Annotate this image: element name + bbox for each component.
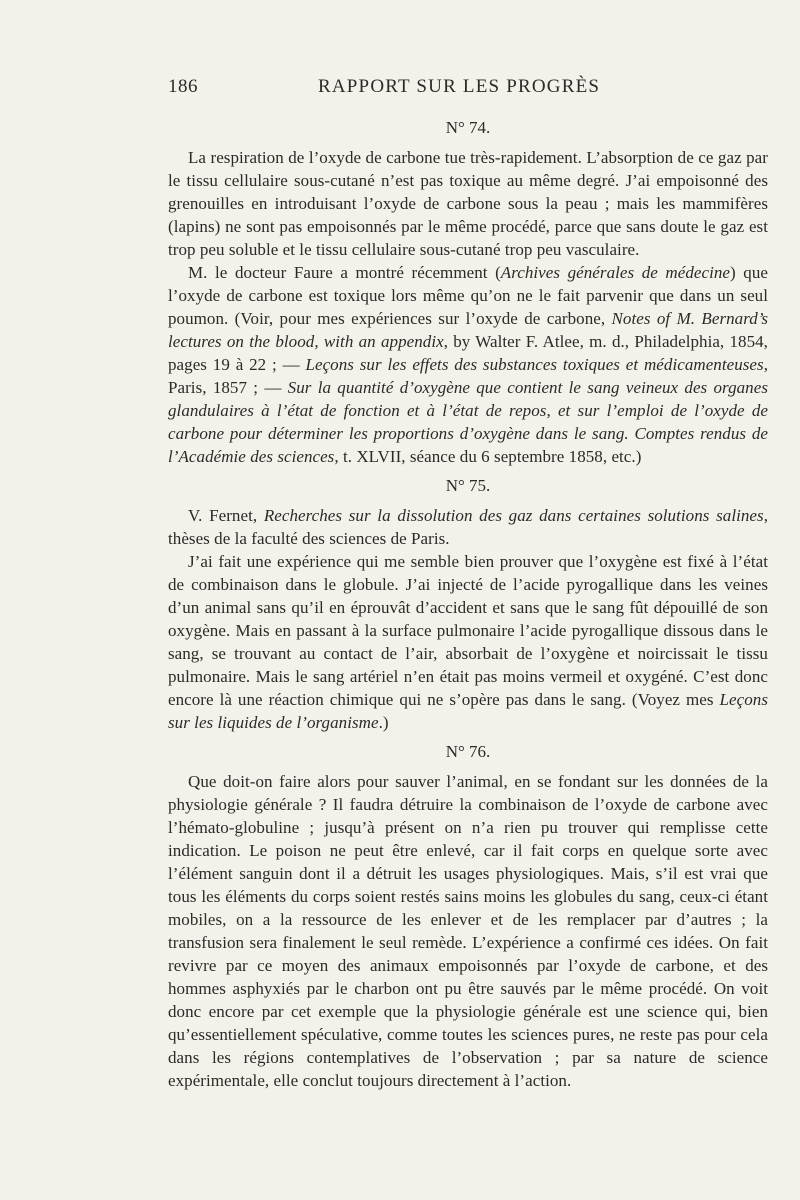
text-run: , Paris, 1857 ; — <box>168 355 768 397</box>
section-number: N° 75. <box>445 476 491 495</box>
paragraph <box>168 770 768 1092</box>
paragraph <box>168 504 768 550</box>
text-run: M. le docteur Faure a montré récemment ( <box>188 263 501 282</box>
paragraph <box>168 261 768 468</box>
text-run: La respiration de l’oxyde de carbone tue très-rapidement. L’absorption de ce gaz par le tissu cellulaire sous-cutané n’est pas toxique au même degré. J’ai empoisonné des grenouilles en introduisant l’oxyde de carbone sous la peau ; mais les mammifères (lapins) ne sont pas empoisonnés par le même procédé, parce que sans doute le gaz est trop peu soluble et le tissu cellulaire sous-cutané trop peu vasculaire. <box>168 148 768 259</box>
page-number: 186 <box>168 76 198 97</box>
section-74 <box>168 117 768 468</box>
section-number: N° 76. <box>445 742 491 761</box>
italic-text: Archives générales de médecine <box>500 263 731 282</box>
text-run: , thèses de la faculté des sciences de Paris. <box>168 506 768 548</box>
running-title: RAPPORT SUR LES PROGRÈS <box>318 76 601 97</box>
section-76 <box>168 741 768 1092</box>
italic-text: Leçons sur les effets des substances toxiques et médicamenteuses <box>305 355 764 374</box>
text-run: .) <box>378 713 389 732</box>
text-run: Que doit-on faire alors pour sauver l’animal, en se fondant sur les données de la physiologie générale ? Il faudra détruire la combinaison de l’oxyde de carbone avec l’hémato-globuline ; jusqu’à présent on n’a rien pu trouver qui remplisse cette indication. Le poison ne peut être enlevé, car il fait corps en quelque sorte avec l’élément sanguin dont il a détruit les usages physiologiques. Mais, s’il est vrai que tous les éléments du corps soient restés sains moins les globules du sang, ceux-ci étant mobiles, on a la ressource de les enlever et de les remplacer par d’autres ; la transfusion sera finalement le seul remède. L’expérience a confirmé ces idées. On fait revivre par ce moyen des animaux empoisonnés par l’oxyde de carbone, et des hommes asphyxiés par le charbon ont pu être sauvés par le même procédé. On voit donc encore par cet exemple que la physiologie générale est une science qui, bien qu’essentiellement spéculative, comme toutes les sciences pures, ne reste pas pour cela dans les régions contemplatives de l’observation ; par sa nature de science expérimentale, elle conclut toujours directement à l’action. <box>168 772 768 1090</box>
text-run: V. Fernet, <box>188 506 264 525</box>
section-75 <box>168 475 768 734</box>
italic-text: Notes of M. Bernard’s lectures on the blood, with an appendix <box>168 309 768 351</box>
text-run: J’ai fait une expérience qui me semble bien prouver que l’oxygène est fixé à l’état de combinaison dans le globule. J’ai injecté de l’acide pyrogallique dans les veines d’un animal sans qu’il en éprouvât d’accident et sans que le sang fût dépouillé de son oxygène. Mais en passant à la surface pulmonaire l’acide pyrogallique dissous dans le sang, se trouvant au contact de l’air, absorbait de l’oxygène et noircissait le tissu pulmonaire. Mais le sang artériel n’en était pas moins vermeil et oxygéné. C’est donc encore là une réaction chimique qui ne s’opère pas dans le sang. (Voyez mes <box>168 552 768 709</box>
text-run: , t. XLVII, séance du 6 septembre 1858, etc.) <box>334 447 642 466</box>
section-number: N° 74. <box>445 118 491 137</box>
paragraph <box>168 146 768 261</box>
italic-text: Recherches sur la dissolution des gaz dans certaines solutions salines <box>263 506 764 525</box>
paragraph <box>168 550 768 734</box>
page-header <box>168 76 632 106</box>
text-run: , by Walter F. Atlee, m. d., Philadelphia, 1854, pages 19 à 22 ; — <box>168 332 768 374</box>
page-body <box>168 117 768 1092</box>
italic-text: Leçons sur les liquides de l’organisme <box>168 690 768 732</box>
italic-text: Sur la quantité d’oxygène que contient le sang veineux des organes glandulaires à l’état de fonction et à l’état de repos, et sur l’emploi de l’oxyde de carbone pour déterminer les proportions d’oxygène dans le sang. Comptes rendus de l’Académie des sciences <box>168 378 768 466</box>
text-run: ) que l’oxyde de carbone est toxique lors même qu’on ne le fait parvenir que dans un seul poumon. (Voir, pour mes expériences sur l’oxyde de carbone, <box>168 263 768 328</box>
